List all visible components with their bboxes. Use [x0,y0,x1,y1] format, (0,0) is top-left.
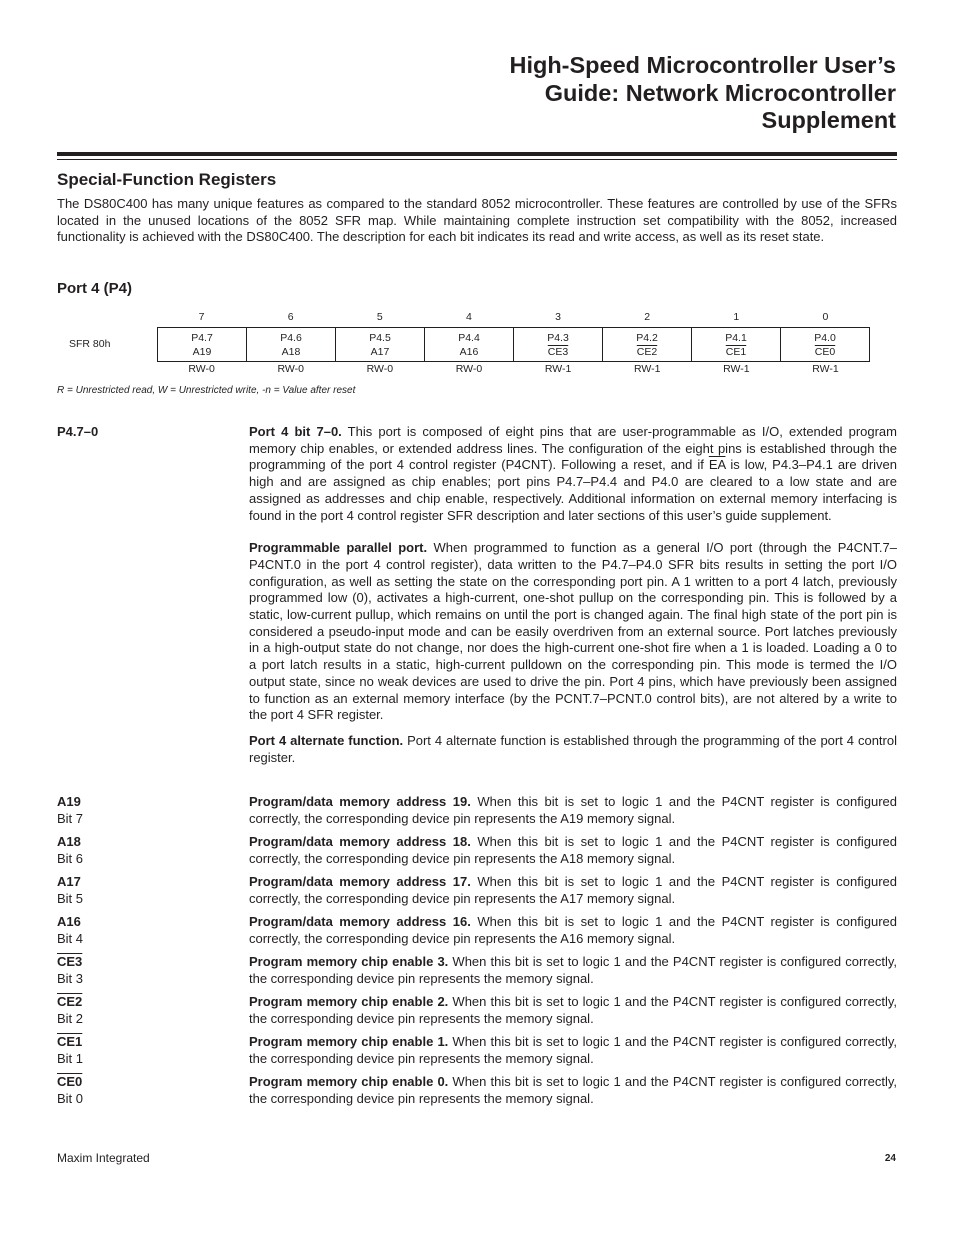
bit-label: A16 [57,914,81,929]
reset-value: RW-0 [277,363,304,375]
header-rule-thin [57,159,897,160]
bit-number: 4 [466,311,472,323]
description-paragraph: Program memory chip enable 3. When this bit is set to logic 1 and the P4CNT register is configured correctly, the corresponding device pin represents the memory signal. [249,954,897,986]
description-paragraph: Program memory chip enable 1. When this bit is set to logic 1 and the P4CNT register is configured correctly, the corresponding device pin represents the memory signal. [249,1034,897,1066]
bit-position: Bit 0 [57,1090,84,1106]
bit-position: Bit 1 [57,1050,84,1066]
reset-value: RW-0 [366,363,394,375]
bit-number: 0 [822,311,829,323]
title-line-3: Supplement [761,107,896,133]
description-paragraph: Program memory chip enable 2. When this bit is set to logic 1 and the P4CNT register is configured correctly, the corresponding device pin represents the memory signal. [249,994,897,1026]
bit-position: Bit 7 [57,810,84,826]
title-line-2: Guide: Network Microcontroller [544,79,896,106]
reset-value: RW-0 [455,363,483,375]
bit-label: CE1 [57,1034,83,1049]
bit-label: P4.7–0 [57,424,99,439]
bit-label: CE2 [57,994,83,1009]
bit-label: CE0 [57,1074,83,1089]
bit-position: Bit 3 [57,970,84,986]
bit-number-row [157,311,870,323]
description-paragraph: Programmable parallel port. When programmed to function as a general I/O port (through the P4CNT.7–P4CNT.0 in the port 4 control register), data written to the P4.7–P4.0 SFR bits results in setting the port I/O configuration, as well as setting the state on the corresponding port pin. A 1 written to a port 4 latch, previously programmed low (0), activates a high-current, one-shot pullup on the corresponding pin. This is followed by a static, low-current pullup, which remains on until the port is changed again. The final high state of the port pin is considered a pseudo-input mode and can be easily overdriven from an external source. Port latches previously in a high-output state do not change, nor does the high-current one-shot fire when a 1 is loaded. Loading a 0 to a port latch results in a static, high-current pulldown on the corresponding pin. This mode is termed the I/O output state, since no weak devices are used to drive the pin. Port 4 pins, which have previously been assigned to function as an external memory interface (by the PCNT.7–PCNT.0 control bits), are not altered by a write to the port 4 SFR register. [249,540,897,723]
bit-number: 2 [644,311,651,323]
reset-value: RW-0 [188,363,215,375]
section-intro: The DS80C400 has many unique features as compared to the standard 8052 microcontroller. These features are controlled by use of the SFRs located in the unused locations of the 8052 SFR map. While maintaining complete instruction set compatibility with the 8052, increased functionality is achieved with the DS80C400. The description for each bit indicates its read and write access, as well as its reset state. [57,196,897,245]
bit-position: Bit 4 [57,930,84,946]
description-paragraph: Program/data memory address 17. When this bit is set to logic 1 and the P4CNT register is configured correctly, the corresponding device pin represents the A17 memory signal. [249,874,897,906]
register-cell: P4.1 CE1 [692,328,781,362]
description-paragraph: Program/data memory address 16. When this bit is set to logic 1 and the P4CNT register is configured correctly, the corresponding device pin represents the A16 memory signal. [249,914,897,946]
reset-value: RW-1 [723,363,750,375]
document-title [336,52,896,135]
footer-company: Maxim Integrated [57,1151,150,1165]
bit-position: Bit 5 [57,890,84,906]
bit-number: 7 [198,311,205,323]
bit-position: Bit 2 [57,1010,84,1026]
reset-value: RW-1 [633,363,661,375]
register-cell: P4.4 A16 [425,328,514,362]
reset-value: RW-1 [544,363,572,375]
bit-number: 1 [733,311,740,323]
bit-label: A19 [57,794,81,809]
bit-number: 5 [376,311,383,323]
header-rule-thick [57,152,897,156]
description-paragraph: Port 4 alternate function. Port 4 alternate function is established through the programming of the port 4 control register. [249,732,897,765]
bit-description-p47 [57,424,897,784]
bit-number: 6 [287,311,294,323]
page-number: 24 [884,1153,896,1164]
register-cell: P4.5 A17 [336,328,425,362]
title-line-1: High-Speed Microcontroller User’s [509,52,896,78]
bit-label: CE3 [57,954,83,969]
bit-label: A18 [57,834,81,849]
register-cell: P4.2 CE2 [603,328,692,362]
register-heading: Port 4 (P4) [57,280,133,297]
register-cell: P4.7 A19 [158,328,247,362]
register-cell: P4.0 CE0 [781,328,870,362]
register-cell: P4.3 CE3 [514,328,603,362]
reset-value-row [157,363,870,375]
bit-label: A17 [57,874,81,889]
register-cell: P4.6 A18 [247,328,336,362]
bit-number: 3 [555,311,561,323]
description-paragraph: Program/data memory address 18. When this bit is set to logic 1 and the P4CNT register is configured correctly, the corresponding device pin represents the A18 memory signal. [249,834,897,866]
reset-value: RW-1 [812,363,839,375]
register-bit-table [157,327,870,362]
description-paragraph: Program memory chip enable 0. When this bit is set to logic 1 and the P4CNT register is configured correctly, the corresponding device pin represents the memory signal. [249,1074,897,1106]
section-heading: Special-Function Registers [57,170,277,189]
bit-position: Bit 6 [57,850,84,866]
description-paragraph: Port 4 bit 7–0. This port is composed of eight pins that are user-programmable as I/O, extended program memory chip enables, or extended address lines. The configuration of the eight pins is established through the programming of the port 4 control register (P4CNT). Following a reset, and if $\overline{EA}$ is low, P4.3–P4.1 are driven high and are assigned as chip enables; port pins P4.7–P4.4 and P4.0 are cleared to a low state and are assigned as addresses and chip enable, respectively. Additional information on external memory interfacing is found in the port 4 control register SFR description and later sections of this user’s guide supplement. [249,424,897,523]
sfr-address-label: SFR 80h [69,338,111,350]
access-legend: R = Unrestricted read, W = Unrestricted write, -n = Value after reset [57,385,356,396]
description-paragraph: Program/data memory address 19. When this bit is set to logic 1 and the P4CNT register is configured correctly, the corresponding device pin represents the A19 memory signal. [249,794,897,826]
register-row [158,328,870,362]
